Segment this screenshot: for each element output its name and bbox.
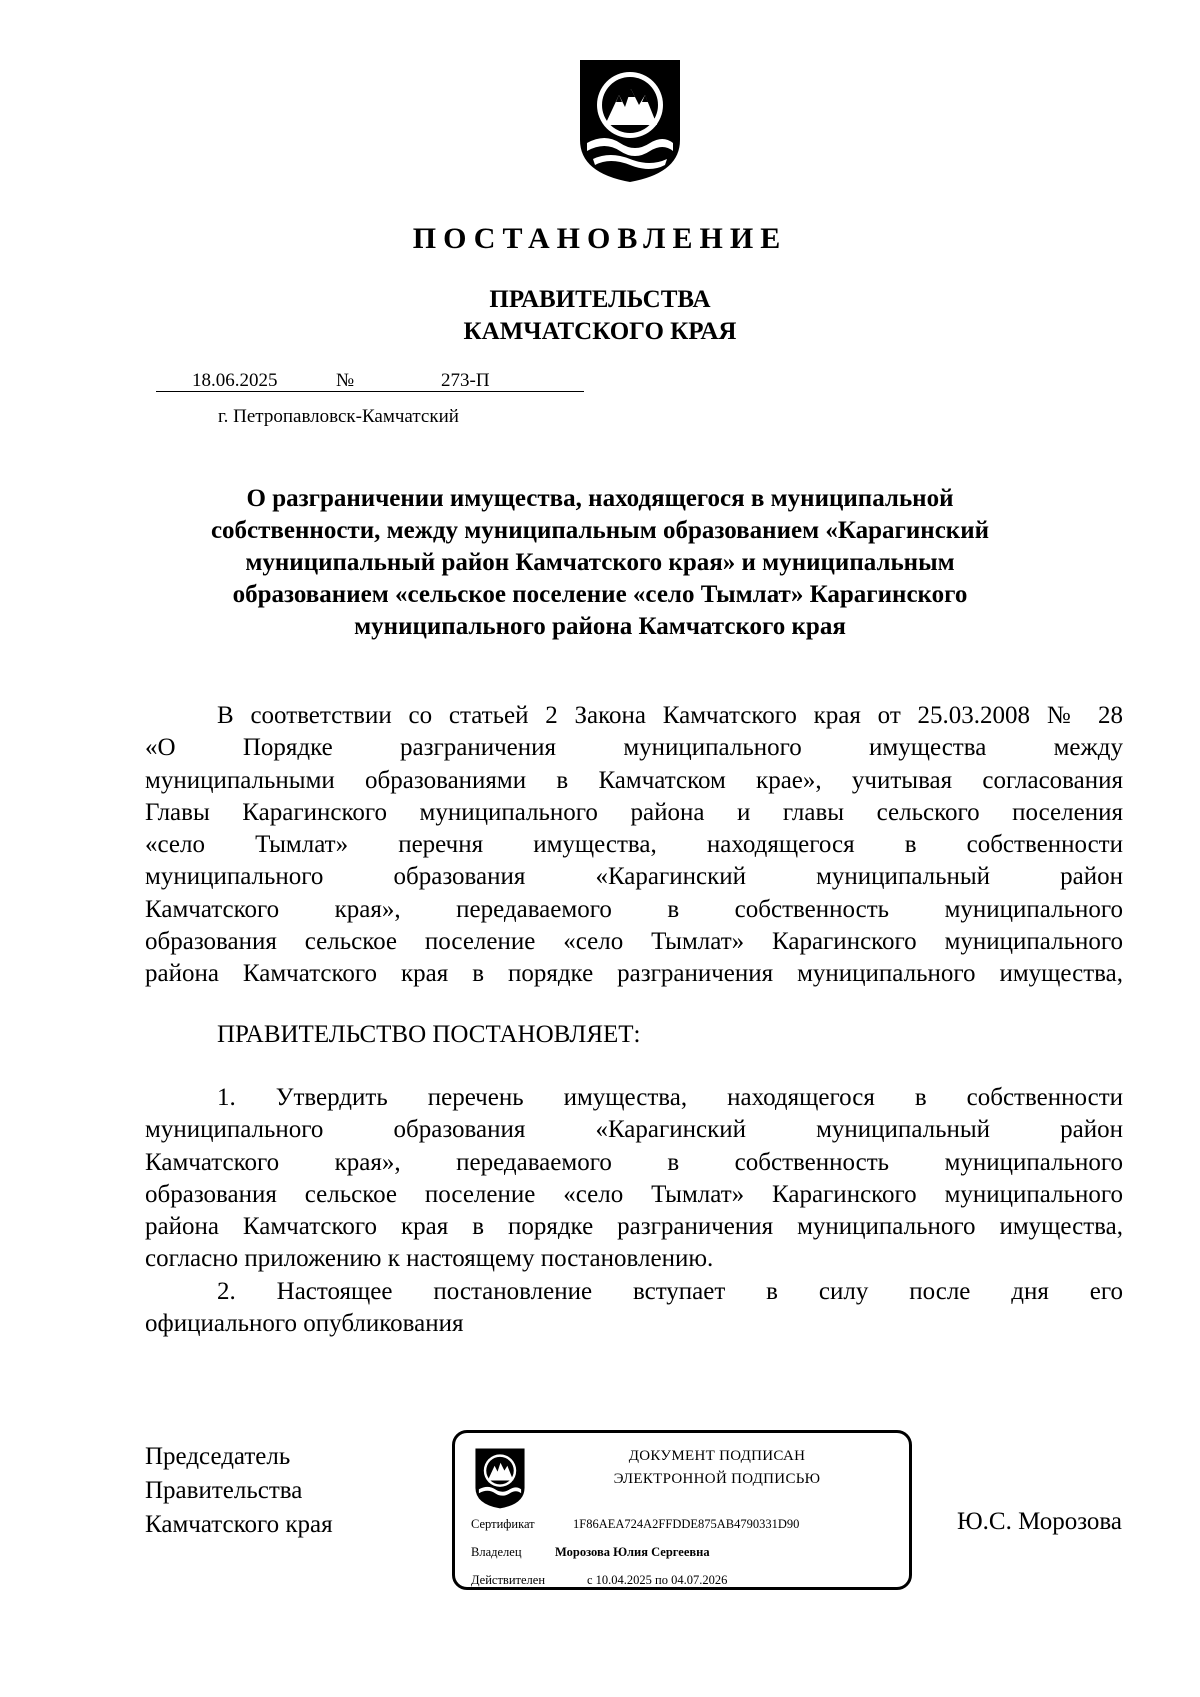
subject-line: собственности, между муниципальным образованием «Карагинский — [210, 517, 990, 544]
preamble-paragraph — [145, 700, 1123, 991]
item-line: официального опубликования — [145, 1310, 464, 1338]
validity-label: Действителен — [471, 1573, 546, 1587]
preamble-line: Главы Карагинского муниципального района и главы сельского поселения — [145, 798, 1123, 826]
preamble-line: муниципальными образованиями в Камчатском крае», учитывая согласования — [145, 766, 1123, 794]
item-line: района Камчатского края в порядке разграничения муниципального имущества, — [145, 1213, 1123, 1241]
preamble-line: «О Порядке разграничения муниципального имущества между — [145, 734, 1123, 762]
item-line: 1. Утвердить перечень имущества, находящегося в собственности — [217, 1084, 1123, 1111]
signer-position — [145, 1440, 333, 1542]
document-type-title: ПОСТАНОВЛЕНИЕ — [412, 222, 788, 255]
document-date: 18.06.2025 — [192, 370, 278, 391]
subject-line: образованием «сельское поселение «село Тымлат» Карагинского — [232, 581, 968, 608]
date-number-line — [156, 370, 584, 394]
item-line: образования сельское поселение «село Тымлат» Карагинского муниципального — [145, 1180, 1123, 1208]
item-line: согласно приложению к настоящему постановлению. — [145, 1245, 714, 1273]
owner-label: Владелец — [471, 1545, 522, 1559]
stamp-heading-line: ЭЛЕКТРОННОЙ ПОДПИСЬЮ — [613, 1471, 821, 1487]
issuer-line-2: КАМЧАТСКОГО КРАЯ — [463, 318, 737, 345]
signer-name: Ю.С. Морозова — [956, 1508, 1122, 1535]
stamp-heading — [535, 1445, 899, 1491]
stamp-coat-of-arms-icon — [473, 1445, 527, 1511]
resolution-items — [145, 1082, 1123, 1340]
number-sign: № — [336, 370, 355, 391]
resolve-heading: ПРАВИТЕЛЬСТВО ПОСТАНОВЛЯЕТ: — [217, 1021, 641, 1048]
signer-position-line: Камчатского края — [145, 1511, 333, 1538]
document-number: 273-П — [441, 370, 490, 391]
signer-position-line: Правительства — [145, 1477, 303, 1504]
stamp-heading-line: ДОКУМЕНТ ПОДПИСАН — [628, 1448, 806, 1464]
issuer-line-1: ПРАВИТЕЛЬСТВА — [489, 286, 711, 313]
subject-line: О разграничении имущества, находящегося в муниципальной — [246, 485, 954, 512]
city-name: г. Петропавловск-Камчатский — [218, 406, 459, 427]
item-line: Камчатского края», передаваемого в собственность муниципального — [145, 1148, 1123, 1176]
certificate-value: 1F86AEA724A2FFDDE875AB4790331D90 — [573, 1517, 800, 1531]
subject-line: муниципальный район Камчатского края» и муниципальным — [245, 549, 955, 576]
subject-line: муниципального района Камчатского края — [354, 613, 846, 640]
stamp-validity-row — [471, 1573, 727, 1588]
item-line: муниципального образования «Карагинский муниципальный район — [145, 1116, 1123, 1144]
preamble-line: Камчатского края», передаваемого в собственность муниципального — [145, 895, 1123, 923]
stamp-owner-row — [471, 1545, 710, 1560]
signer-position-line: Председатель — [145, 1443, 291, 1470]
certificate-label: Сертификат — [471, 1517, 535, 1531]
electronic-signature-stamp — [452, 1430, 912, 1590]
preamble-line: В соответствии со статьей 2 Закона Камчатского края от 25.03.2008 № 28 — [217, 702, 1123, 729]
document-subject — [150, 483, 1050, 643]
stamp-certificate-row — [471, 1517, 799, 1532]
preamble-line: образования сельское поселение «село Тымлат» Карагинского муниципального — [145, 928, 1123, 956]
preamble-line: «село Тымлат» перечня имущества, находящегося в собственности — [145, 831, 1123, 859]
preamble-line: района Камчатского края в порядке разграничения муниципального имущества, — [145, 960, 1123, 988]
validity-value: с 10.04.2025 по 04.07.2026 — [587, 1573, 728, 1587]
item-line: 2. Настоящее постановление вступает в силу после дня его — [217, 1277, 1123, 1305]
owner-value: Морозова Юлия Сергеевна — [555, 1545, 710, 1559]
kamchatka-coat-of-arms-icon — [575, 55, 685, 185]
preamble-line: муниципального образования «Карагинский муниципальный район — [145, 863, 1123, 891]
